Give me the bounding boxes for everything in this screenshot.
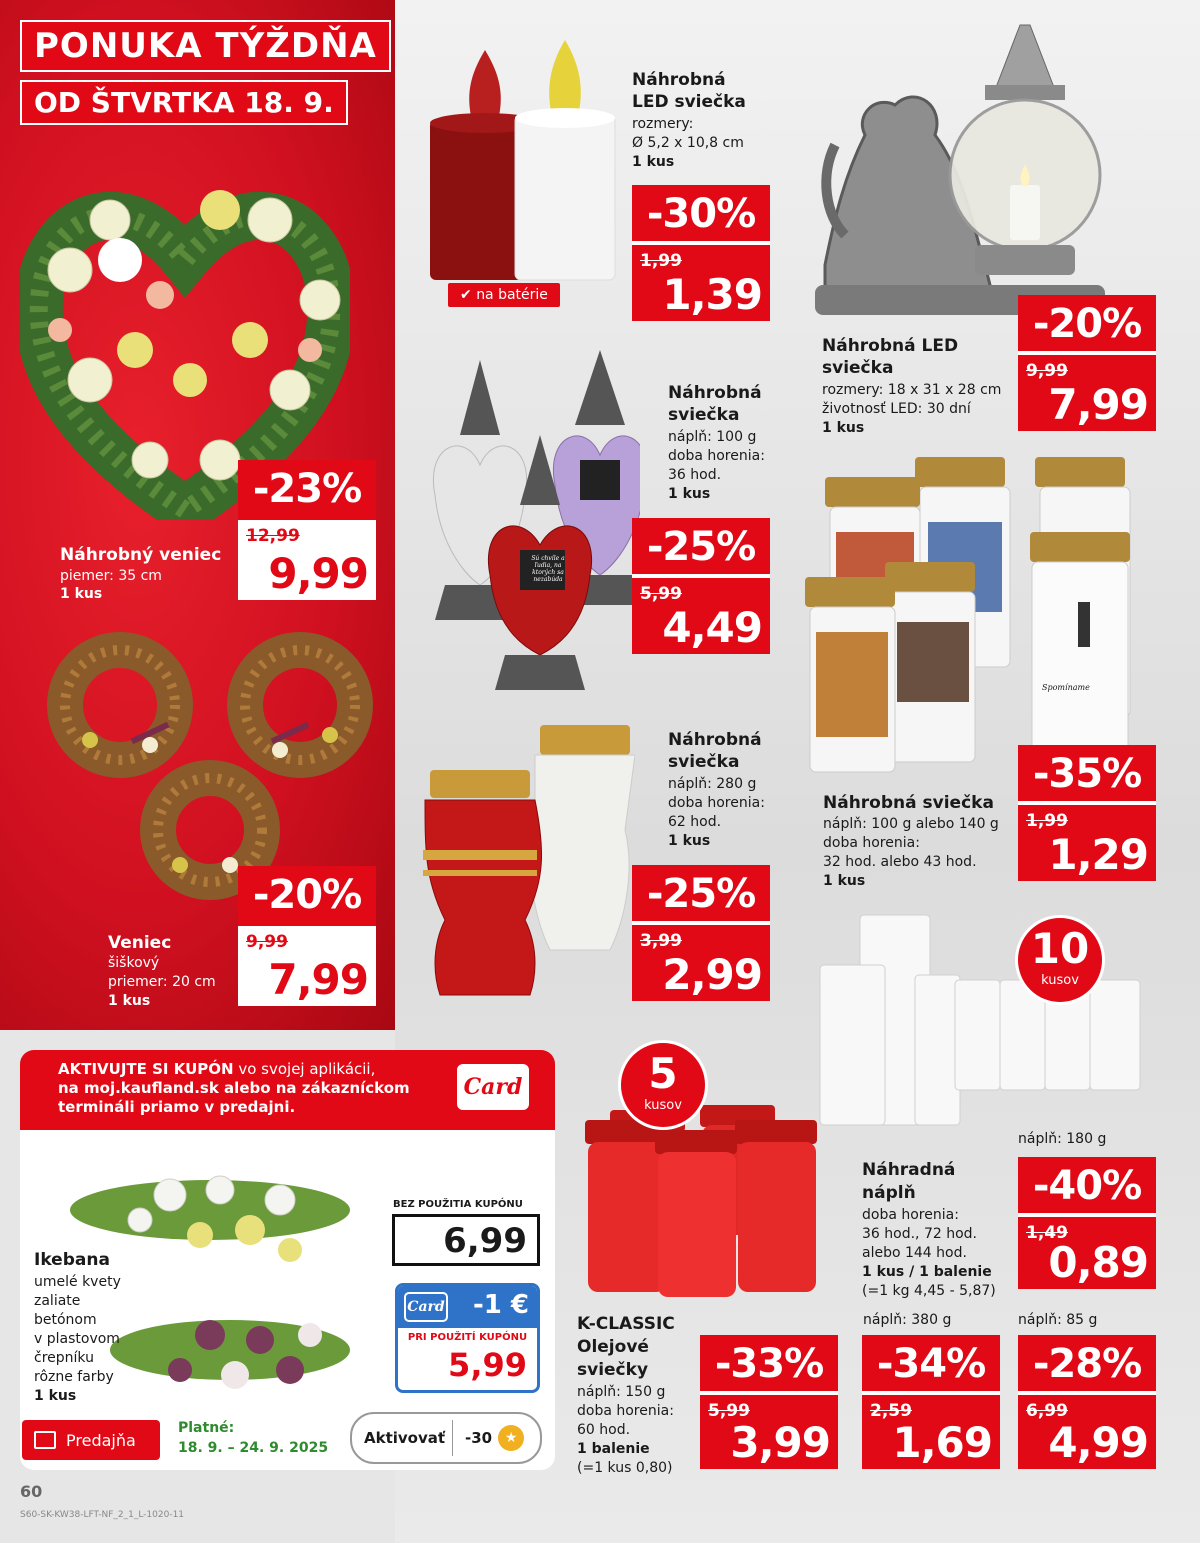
printed-candles-image (800, 452, 1170, 777)
wreath-small-price-tag (238, 866, 376, 1006)
refill-380-weight: náplň: 380 g (863, 1312, 952, 1328)
ikebana-desc2: zaliate (34, 1293, 81, 1309)
refill-unit-price: (=1 kg 4,45 - 5,87) (862, 1283, 996, 1299)
print-candle-desc2: doba horenia: (823, 835, 920, 851)
old-price: 1,99 (1026, 811, 1068, 831)
refill-count-badge: 10 kusov (1015, 915, 1105, 1005)
new-price: 2,99 (662, 950, 762, 999)
oil-candles-image (580, 1100, 830, 1300)
oil-candles-desc1: náplň: 150 g (577, 1384, 666, 1400)
led-candle-title2: LED sviečka (632, 92, 746, 112)
discount-badge: -25% (632, 865, 770, 921)
oil-candles-brand: K-CLASSIC (577, 1314, 675, 1334)
check-icon: ✔ (460, 287, 472, 303)
heart-candle-price-tag (632, 518, 770, 654)
coin-icon: ★ (498, 1425, 524, 1451)
discount-badge: -28% (1018, 1335, 1156, 1391)
old-price: 1,99 (640, 251, 682, 271)
heart-candle-desc3: 36 hod. (668, 467, 722, 483)
page-number: 60 (20, 1482, 43, 1501)
valid-label: Platné: (178, 1420, 235, 1436)
discount-badge: -25% (632, 518, 770, 574)
old-price: 5,99 (640, 584, 682, 604)
new-price: 3,99 (730, 1418, 830, 1467)
discount-badge: -20% (238, 866, 376, 922)
refill-title1: Náhradná (862, 1160, 956, 1180)
led-angel-title2: sviečka (822, 358, 894, 378)
refill-price-tag (1018, 1157, 1156, 1289)
glass-candle-desc1: náplň: 280 g (668, 776, 757, 792)
oil-candles-desc3: 60 hod. (577, 1422, 631, 1438)
oil-candles-count-badge: 5 kusov (618, 1040, 708, 1130)
wreath-small-desc1: šiškový (108, 955, 160, 971)
oil-candles-title1: Olejové (577, 1337, 649, 1357)
wreath-large-price-tag (238, 460, 376, 600)
old-price: 12,99 (246, 526, 300, 546)
refill-85-weight: náplň: 85 g (1018, 1312, 1098, 1328)
heart-candle-engraving: Sú chvíle a ľudia, na ktorých sa nezabúda (531, 555, 565, 583)
old-price: 2,59 (870, 1401, 912, 1421)
led-angel-desc1: rozmery: 18 x 31 x 28 cm (822, 382, 1002, 398)
print-code: S60-SK-KW38-LFT-NF_2_1_L-1020-11 (20, 1510, 185, 1520)
new-price: 1,29 (1048, 830, 1148, 879)
led-angel-qty: 1 kus (822, 420, 865, 436)
oil-candles-unit-price: (=1 kus 0,80) (577, 1460, 673, 1476)
discount-badge: -33% (700, 1335, 838, 1391)
old-price: 9,99 (1026, 361, 1068, 381)
store-button[interactable]: Predajňa (22, 1420, 160, 1460)
oil-candles-desc2: doba horenia: (577, 1403, 674, 1419)
wreath-large-title: Náhrobný veniec (60, 545, 222, 565)
led-angel-price-tag (1018, 295, 1156, 431)
page-title: PONUKA TÝŽDŇA (20, 20, 391, 72)
coupon-card-box (395, 1283, 540, 1393)
refill-title2: náplň (862, 1183, 916, 1203)
led-candles-image (425, 35, 620, 285)
wreath-small-qty: 1 kus (108, 993, 151, 1009)
discount-badge: -40% (1018, 1157, 1156, 1213)
heart-candle-title2: sviečka (668, 405, 740, 425)
ikebana-desc6: rôzne farby (34, 1369, 114, 1385)
print-candle-desc1: náplň: 100 g alebo 140 g (823, 816, 999, 832)
candle-label-text: Spomíname (1042, 683, 1090, 692)
refill-380-price-tag (862, 1335, 1000, 1469)
glass-candle-desc2: doba horenia: (668, 795, 765, 811)
new-price: 4,49 (662, 603, 762, 652)
new-price: 0,89 (1048, 1238, 1148, 1287)
glass-candle-desc3: 62 hod. (668, 814, 722, 830)
heart-candles-image (425, 345, 640, 695)
ikebana-desc3: betónom (34, 1312, 97, 1328)
wreath-small-title: Veniec (108, 933, 172, 953)
without-coupon-price: 6,99 (392, 1214, 540, 1266)
pinecone-wreaths-image (30, 630, 390, 900)
old-price: 9,99 (246, 932, 288, 952)
refill-desc1: doba horenia: (862, 1207, 959, 1223)
glass-candle-price-tag (632, 865, 770, 1001)
wreath-small-desc2: priemer: 20 cm (108, 974, 216, 990)
glass-candle-title1: Náhrobná (668, 730, 762, 750)
refill-weight-top: náplň: 180 g (1018, 1131, 1107, 1147)
card-small-logo: Card (404, 1292, 448, 1322)
refill-qty: 1 kus / 1 balenie (862, 1264, 992, 1280)
heart-candle-qty: 1 kus (668, 486, 711, 502)
discount-badge: -20% (1018, 295, 1156, 351)
old-price: 6,99 (1026, 1401, 1068, 1421)
new-price: 7,99 (1048, 380, 1148, 429)
heart-candle-desc1: náplň: 100 g (668, 429, 757, 445)
led-candle-desc2: Ø 5,2 x 10,8 cm (632, 135, 744, 151)
discount-badge: -30% (632, 185, 770, 241)
glass-candle-title2: sviečka (668, 752, 740, 772)
glass-candle-qty: 1 kus (668, 833, 711, 849)
led-candle-desc1: rozmery: (632, 116, 694, 132)
angel-led-lantern-image (815, 15, 1115, 320)
oil-candles-price-tag (700, 1335, 838, 1469)
ikebana-qty: 1 kus (34, 1388, 77, 1404)
coupon-header: AKTIVUJTE SI KUPÓN vo svojej aplikácii, na moj.kaufland.sk alebo na zákazníckom termináli priamo v predajni. (20, 1050, 555, 1130)
print-candle-title: Náhrobná sviečka (823, 793, 994, 813)
ikebana-desc1: umelé kvety (34, 1274, 121, 1290)
new-price: 7,99 (268, 955, 368, 1004)
old-price: 1,49 (1026, 1223, 1068, 1243)
refill-desc3: alebo 144 hod. (862, 1245, 967, 1261)
heart-candle-desc2: doba horenia: (668, 448, 765, 464)
wreath-large-qty: 1 kus (60, 586, 103, 602)
with-coupon-price: 5,99 (448, 1346, 527, 1384)
heart-candle-title1: Náhrobná (668, 383, 762, 403)
card-discount: -1 € (472, 1290, 529, 1320)
page-subtitle: OD ŠTVRTKA 18. 9. (20, 80, 348, 125)
led-candle-title1: Náhrobná (632, 70, 726, 90)
new-price: 9,99 (268, 549, 368, 598)
card-logo: Card (455, 1062, 531, 1112)
print-candle-price-tag (1018, 745, 1156, 881)
old-price: 5,99 (708, 1401, 750, 1421)
ikebana-title: Ikebana (34, 1250, 110, 1270)
glass-grave-candles-image (415, 720, 635, 1005)
discount-badge: -34% (862, 1335, 1000, 1391)
valid-dates: 18. 9. – 24. 9. 2025 (178, 1440, 329, 1456)
discount-badge: -35% (1018, 745, 1156, 801)
oil-candles-title2: sviečky (577, 1360, 649, 1380)
ikebana-desc4: v plastovom (34, 1331, 120, 1347)
activate-coupon-button[interactable]: Aktivovať -30 ★ (350, 1412, 542, 1464)
led-candle-qty: 1 kus (632, 154, 675, 170)
ikebana-desc5: črepníku (34, 1350, 94, 1366)
old-price: 3,99 (640, 931, 682, 951)
new-price: 1,39 (662, 270, 762, 319)
print-candle-desc3: 32 hod. alebo 43 hod. (823, 854, 977, 870)
print-candle-qty: 1 kus (823, 873, 866, 889)
led-candle-price-tag (632, 185, 770, 321)
battery-badge: ✔ na batérie (448, 283, 560, 307)
led-angel-desc2: životnosť LED: 30 dní (822, 401, 971, 417)
store-icon (34, 1431, 56, 1449)
without-coupon-label: BEZ POUŽITIA KUPÓNU (393, 1199, 523, 1210)
oil-candles-qty: 1 balenie (577, 1441, 650, 1457)
new-price: 1,69 (892, 1418, 992, 1467)
points-value: -30 (465, 1429, 493, 1447)
new-price: 4,99 (1048, 1418, 1148, 1467)
with-coupon-label: PRI POUŽITÍ KUPÓNU (407, 1332, 528, 1343)
wreath-large-size: piemer: 35 cm (60, 568, 162, 584)
refill-85-price-tag (1018, 1335, 1156, 1469)
led-angel-title1: Náhrobná LED (822, 336, 959, 356)
refill-desc2: 36 hod., 72 hod. (862, 1226, 977, 1242)
discount-badge: -23% (238, 460, 376, 516)
